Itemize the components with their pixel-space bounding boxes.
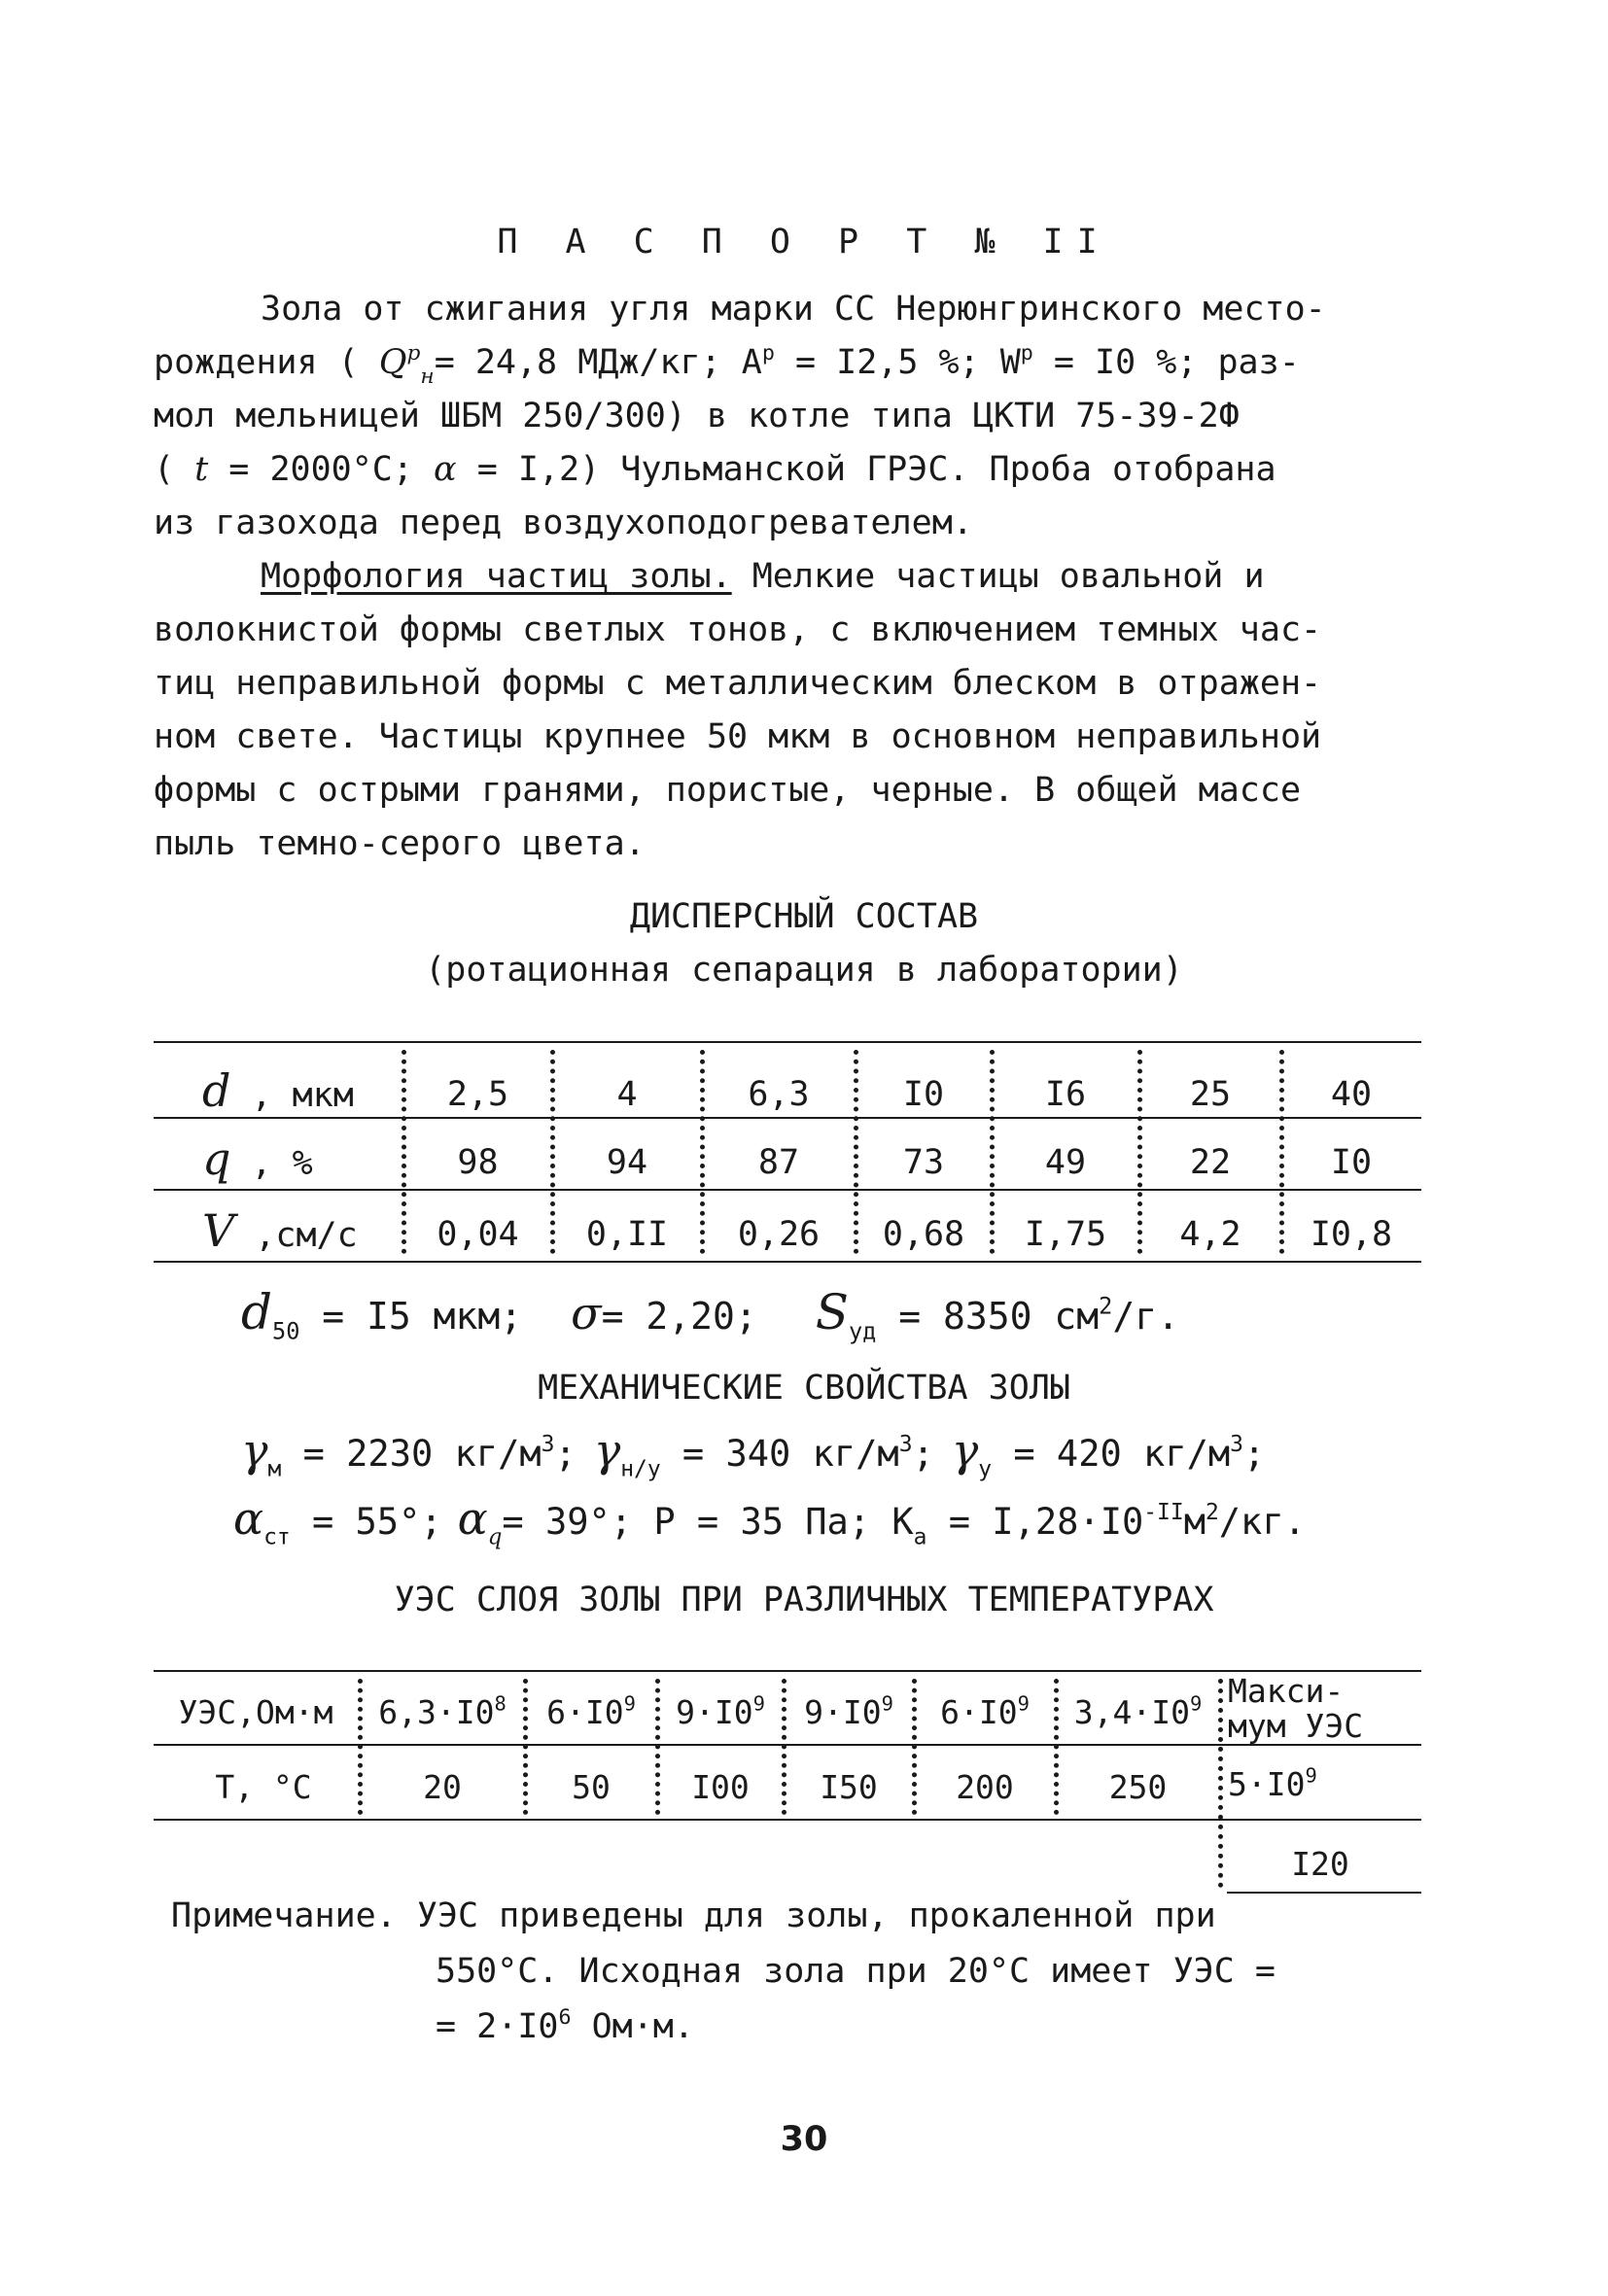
intro-line-1: Зола от сжигания угля марки СС Нерюнгринского место- — [261, 290, 1326, 329]
dispersion-cell: 87 — [757, 1143, 800, 1182]
resistivity-temp-cell: I00 — [691, 1768, 750, 1806]
dispersion-subtitle: (ротационная сепарация в лаборатории) — [425, 951, 1183, 990]
resistivity-max-temp: I20 — [1291, 1845, 1349, 1883]
dispersion-cell: 94 — [606, 1143, 648, 1182]
resistivity-cell — [786, 1693, 912, 1732]
resistivity-max-label-2: мум УЭС — [1228, 1707, 1364, 1745]
morphology-line-6: пыль темно-серого цвета. — [154, 824, 646, 863]
dispersion-rule — [154, 1261, 1421, 1263]
dispersion-cell: 22 — [1189, 1143, 1232, 1182]
resistivity-cell-mantissa: 9·I0 — [804, 1693, 882, 1731]
resistivity-temp-cell: I50 — [820, 1768, 878, 1806]
dispersion-row-unit: ,см/с — [234, 1216, 358, 1255]
intro-line-2: рождения ( $Q^р_н= 24,8$ МДж/кг; $А^р = I2,5$ %; $W^р = I0$ %; раз- — [154, 340, 1300, 389]
resistivity-temp-cell: 50 — [572, 1768, 611, 1806]
dispersion-col-separator — [700, 1050, 705, 1254]
dispersion-cell: I0 — [1330, 1143, 1373, 1182]
resistivity-cell-mantissa: 6·I0 — [546, 1693, 624, 1731]
resistivity-row-label-1: УЭС,Ом·м — [178, 1693, 333, 1731]
intro-line-4: ( t = 2000°С; α = I,2) Чульманской ГРЭС. Проба отобрана — [154, 450, 1276, 489]
resistivity-temp-cell: 250 — [1108, 1768, 1168, 1806]
morphology-line-3: тиц неправильной формы с металлическим блеском в отражен- — [154, 664, 1322, 703]
dispersion-cell: 0,04 — [437, 1215, 519, 1254]
morphology-line-2: волокнистой формы светлых тонов, с включением темных час- — [154, 610, 1322, 649]
dispersion-cell: 40 — [1330, 1075, 1373, 1114]
resistivity-max-label-1: Макси- — [1228, 1672, 1345, 1710]
resistivity-cell-exponent: 8 — [494, 1691, 507, 1716]
note-line-2: 550°С. Исходная зола при 20°С имеет УЭС = — [436, 1952, 1276, 1991]
resistivity-cell — [659, 1693, 782, 1732]
resistivity-cell-mantissa: 6·I0 — [940, 1693, 1018, 1731]
resistivity-cell-exponent: 9 — [881, 1691, 893, 1716]
dispersion-cell: 2,5 — [446, 1075, 509, 1114]
dispersion-col-separator — [854, 1050, 858, 1254]
dispersion-summary: $d_{50} = I5$ мкм; σ= 2,20; $S_{уд} = 8350$ $см^2/г$. — [241, 1284, 1179, 1345]
resistivity-col-separator — [1218, 1679, 1223, 1888]
morphology-line-1: Морфология частиц золы. Мелкие частицы овальной и — [261, 557, 1265, 596]
dispersion-cell: 6,3 — [748, 1075, 810, 1114]
dispersion-row-header — [202, 1132, 399, 1185]
dispersion-rule — [154, 1189, 1421, 1191]
dispersion-row-symbol: q — [202, 1132, 231, 1185]
mechanics-title: МЕХАНИЧЕСКИЕ СВОЙСТВА ЗОЛЫ — [538, 1369, 1070, 1408]
resistivity-cell-exponent: 9 — [1189, 1691, 1203, 1716]
resistivity-cell — [527, 1693, 655, 1732]
resistivity-temp-cell: 200 — [956, 1768, 1014, 1806]
dispersion-row-symbol: d — [202, 1064, 231, 1117]
dispersion-cell: I0 — [902, 1075, 945, 1114]
dispersion-col-separator — [990, 1050, 995, 1254]
resistivity-cell-mantissa: 6,3·I0 — [378, 1693, 495, 1731]
intro-line-3: мол мельницей ШБМ 250/300) в котле типа ЦКТИ 75-39-2Ф — [154, 397, 1240, 435]
resistivity-row-label-2: T, °C — [215, 1768, 312, 1806]
morphology-heading: Морфология частиц золы. — [261, 557, 732, 596]
dispersion-col-separator — [402, 1050, 406, 1254]
dispersion-col-separator — [1279, 1050, 1284, 1254]
page-number: 30 — [780, 2120, 828, 2159]
note-label: Примечание. — [171, 1896, 397, 1935]
resistivity-cell — [916, 1693, 1054, 1732]
dispersion-row-unit: , % — [230, 1144, 313, 1183]
resistivity-max-exponent: 9 — [1305, 1763, 1317, 1788]
resistivity-rule-max — [1227, 1892, 1421, 1894]
dispersion-cell: 4 — [616, 1075, 638, 1114]
dispersion-cell: I0,8 — [1310, 1215, 1393, 1254]
resistivity-cell-exponent: 9 — [623, 1691, 636, 1716]
mechanics-angles: $\alpha_{ст} = 55^\circ$; $\alpha_q= 39^\circ$; P = 35 Па; $K_а = I,28\cdot I0^{-II}м^2/кг$. — [233, 1492, 1306, 1550]
note-line-1: Примечание. УЭС приведены для золы, прокаленной при — [171, 1896, 1216, 1935]
resistivity-max-mantissa: 5·I0 — [1228, 1765, 1306, 1803]
dispersion-cell: 0,26 — [737, 1215, 821, 1254]
mechanics-densities: $\gamma_м = 2230$ $кг/м^3$; $\gamma_{н/у} = 340$ $кг/м^3$; $\gamma_у = 420$ $кг/м^3$; — [241, 1424, 1266, 1482]
dispersion-cell: 0,II — [585, 1215, 669, 1254]
resistivity-cell-mantissa: 3,4·I0 — [1073, 1693, 1190, 1731]
resistivity-cell-mantissa: 9·I0 — [676, 1693, 753, 1731]
resistivity-max-value — [1228, 1765, 1317, 1804]
dispersion-rule — [154, 1041, 1421, 1043]
resistivity-cell-exponent: 9 — [1017, 1691, 1030, 1716]
dispersion-cell: 49 — [1044, 1143, 1087, 1182]
dispersion-col-separator — [1137, 1050, 1142, 1254]
dispersion-row-unit: , мкм — [230, 1076, 354, 1115]
dispersion-rule — [154, 1117, 1421, 1119]
morphology-line-4: ном свете. Частицы крупнее 50 мкм в основном неправильной — [154, 717, 1322, 756]
resistivity-temp-cell: 20 — [423, 1768, 462, 1806]
dispersion-cell: 73 — [902, 1143, 945, 1182]
note-line-3: = $2\cdot I0^6$ Ом·м. — [436, 2004, 694, 2046]
dispersion-cell: I6 — [1044, 1075, 1087, 1114]
resistivity-cell — [1058, 1693, 1218, 1732]
resistivity-rule-bottom — [154, 1819, 1421, 1821]
dispersion-cell: 98 — [457, 1143, 499, 1182]
dispersion-col-separator — [550, 1050, 555, 1254]
morphology-line-5: формы с острыми гранями, пористые, черные. В общей массе — [154, 771, 1302, 810]
dispersion-cell: 0,68 — [882, 1215, 965, 1254]
dispersion-row-symbol: V — [202, 1204, 235, 1257]
intro-line-5: из газохода перед воздухоподогревателем. — [154, 504, 973, 542]
dispersion-cell: 25 — [1189, 1075, 1232, 1114]
dispersion-row-header — [202, 1204, 399, 1257]
dispersion-cell: 4,2 — [1179, 1215, 1241, 1254]
resistivity-title: УЭС СЛОЯ ЗОЛЫ ПРИ РАЗЛИЧНЫХ ТЕМПЕРАТУРАХ — [394, 1581, 1214, 1619]
dispersion-cell: I,75 — [1024, 1215, 1107, 1254]
resistivity-cell-exponent: 9 — [752, 1691, 765, 1716]
dispersion-row-header — [202, 1064, 399, 1117]
dispersion-title: ДИСПЕРСНЫЙ СОСТАВ — [629, 897, 979, 936]
passport-title: П А С П О Р Т № II — [497, 223, 1111, 261]
resistivity-cell — [362, 1693, 523, 1732]
